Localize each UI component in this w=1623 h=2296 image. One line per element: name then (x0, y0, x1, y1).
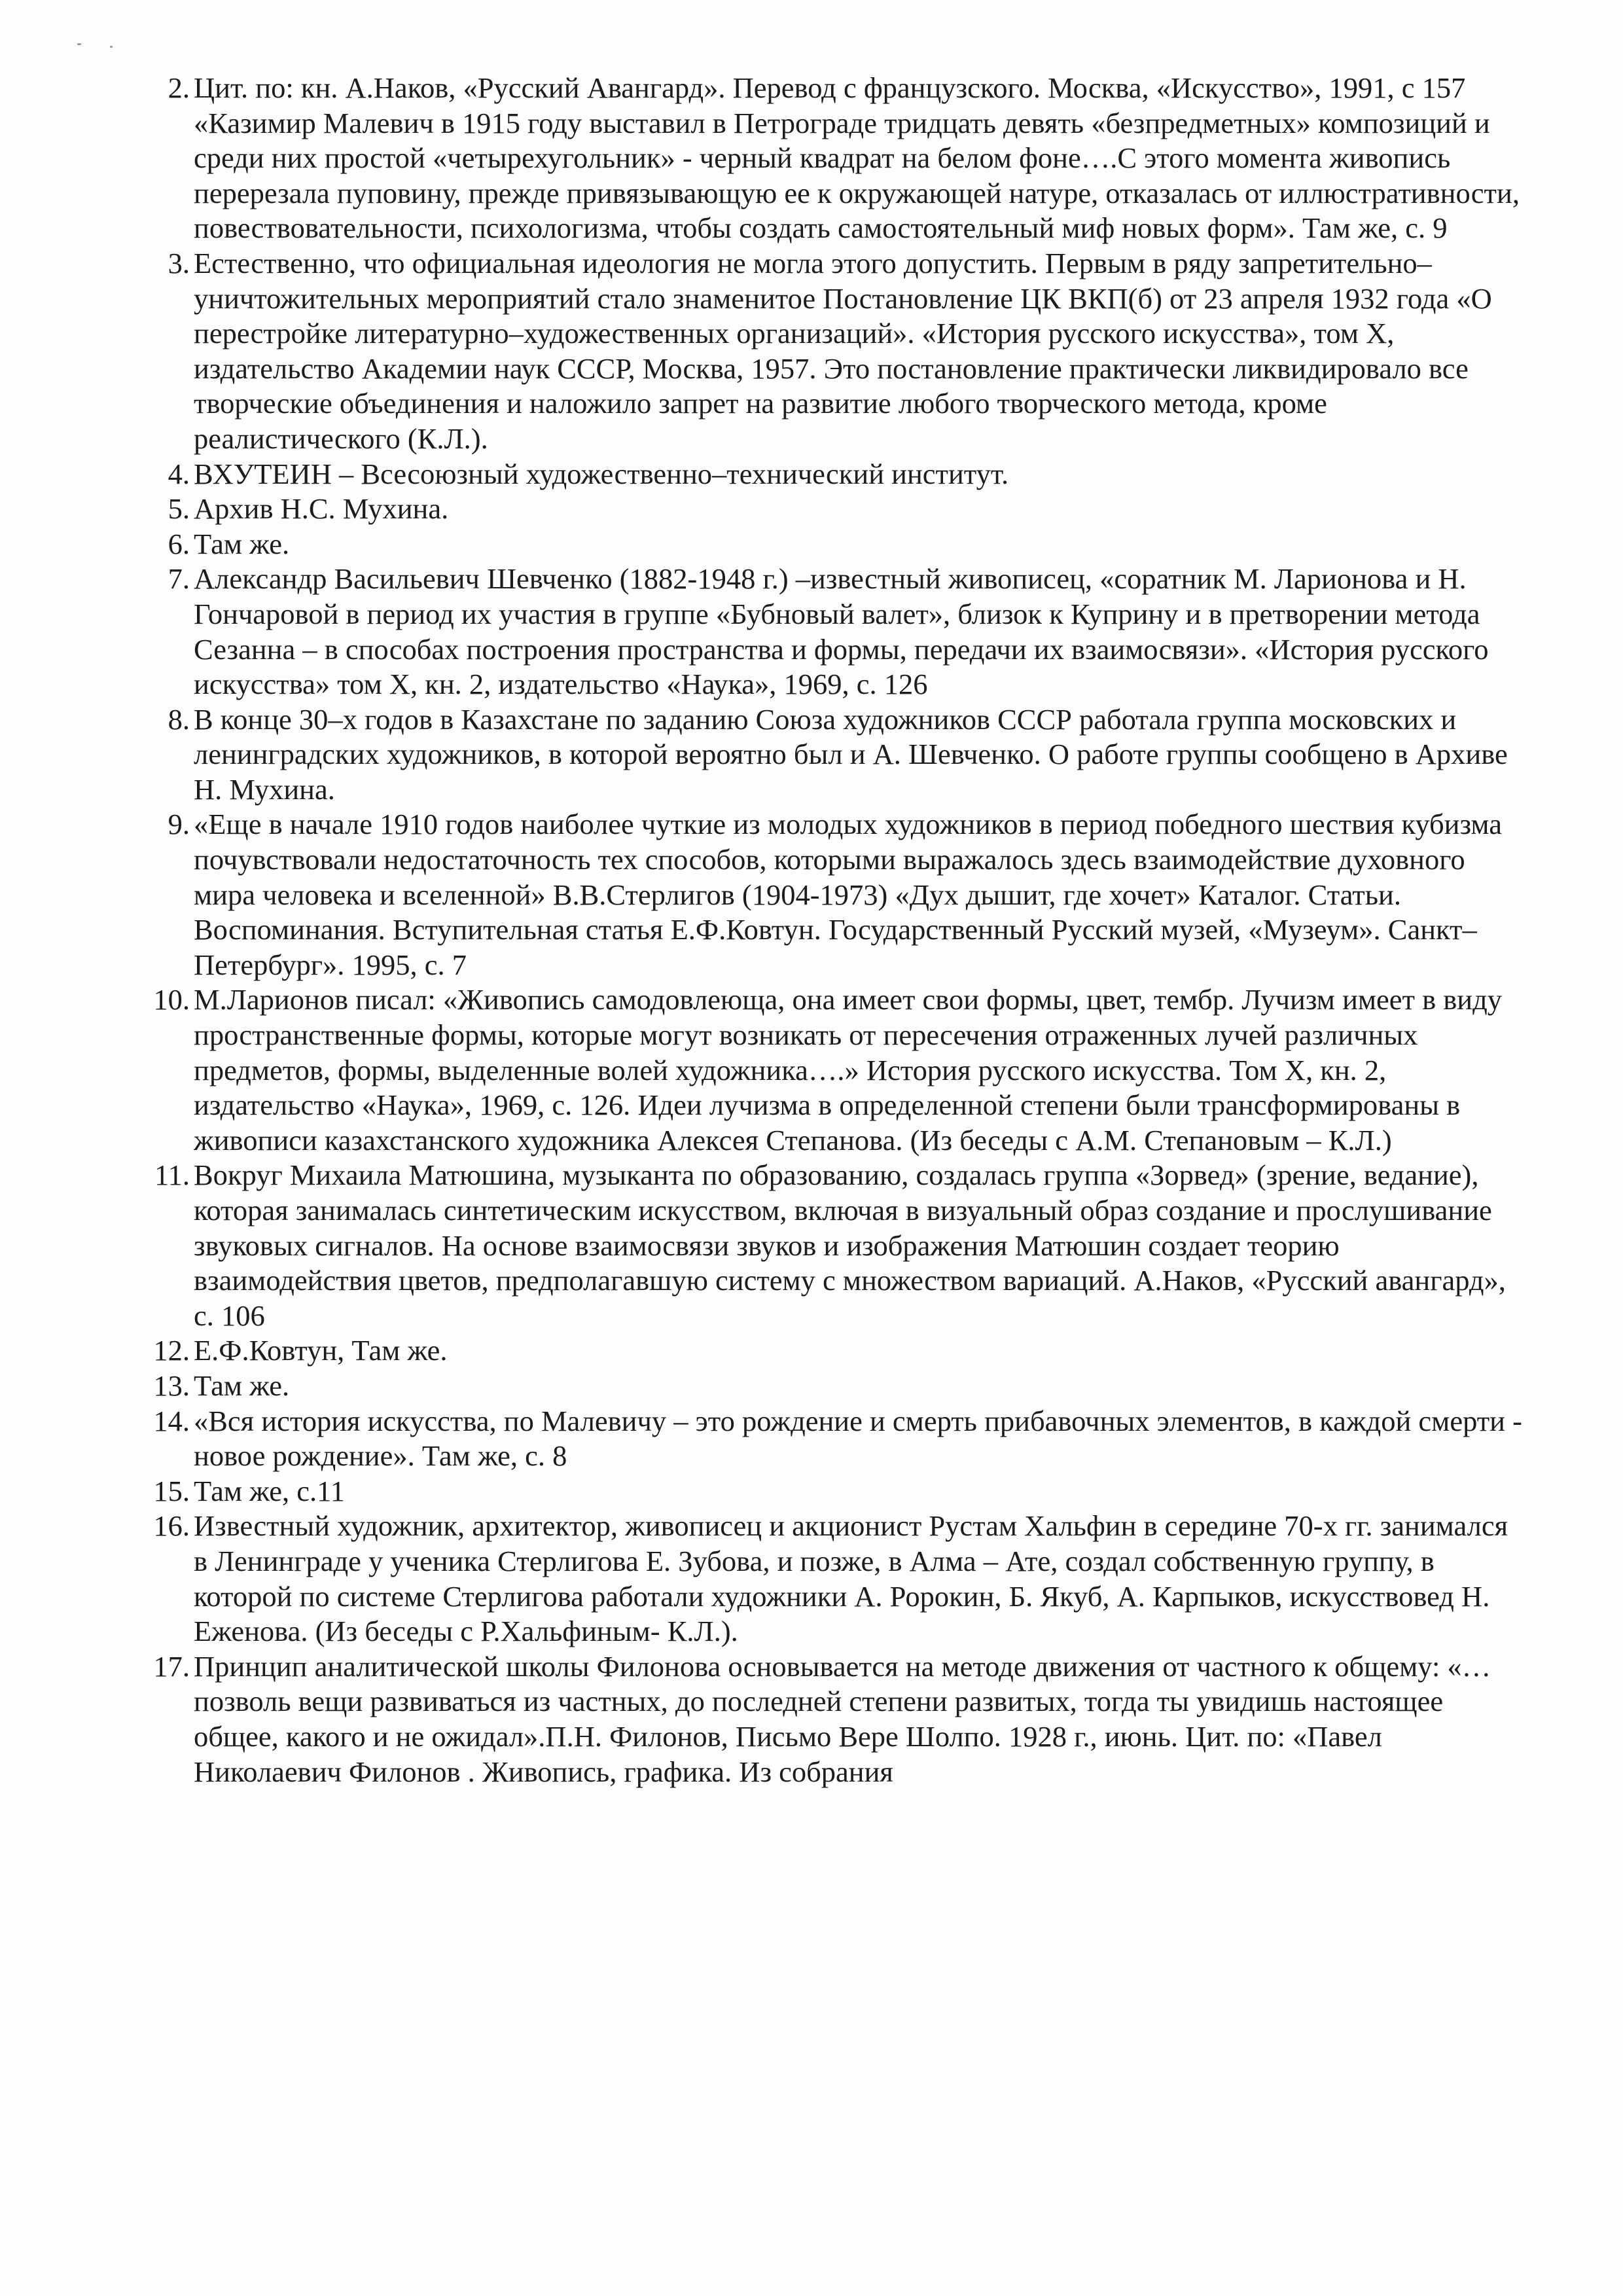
footnote-text: Е.Ф.Ковтун, Там же. (194, 1334, 448, 1367)
footnote-text: «Еще в начале 1910 годов наиболее чуткие из молодых художников в период победного шествия кубизма почувствовали недостаточность тех способов, которыми выражалось здесь взаимодействие духовного мира человека и вселенной» В.В.Стерлигов (1904-1973) «Дух дышит, где хочет» Каталог. Статьи. Воспоминания. Вступительная статья Е.Ф.Ковтун. Государственный Русский музей, «Музеум». Санкт–Петербург». 1995, с. 7 (194, 808, 1503, 981)
footnotes-list (153, 71, 1525, 1789)
footnote-number: 5. (168, 492, 190, 526)
footnote-item (153, 1649, 1525, 1789)
footnote-text: ВХУТЕИН – Всесоюзный художественно–технический институт. (194, 457, 1009, 490)
footnote-number: 6. (168, 527, 190, 560)
footnote-text: Архив Н.С. Мухина. (194, 492, 449, 526)
footnote-item (153, 1474, 1525, 1509)
scan-speck (110, 46, 113, 48)
footnote-paragraph: «Казимир Малевич в 1915 году выставил в Петрограде тридцать девять «безпредметных» композиций и среди них простой «четырехугольник» - черный квадрат на белом фоне….С этого момента живопись перерезала пуповину, прежде привязывающую ее к окружающей натуре, отказалась от иллюстративности, повествовательности, психологизма, чтобы создать самостоятельный миф новых форм». Там же, с. 9 (194, 106, 1520, 245)
footnote-number: 17. (153, 1649, 190, 1683)
footnote-item (153, 1333, 1525, 1369)
footnote-text: Александр Васильевич Шевченко (1882-1948 г.) –известный живописец, «соратник М. Ларионова и Н. Гончаровой в период их участия в группе «Бубновый валет», близок к Куприну и в претворении метода Сезанна – в способах построения пространства и формы, передачи их взаимосвязи». «История русского искусства» том Х, кн. 2, издательство «Наука», 1969, с. 126 (194, 562, 1489, 701)
footnote-text: Там же. (194, 1369, 290, 1402)
footnote-item (157, 246, 1525, 457)
footnote-item (153, 1369, 1525, 1404)
footnote-item (153, 1509, 1525, 1649)
footnote-number: 15. (153, 1474, 190, 1507)
footnote-item (157, 71, 1525, 246)
footnote-item (157, 562, 1525, 702)
footnote-text (194, 71, 1525, 246)
footnote-text: Известный художник, архитектор, живописец и акционист Рустам Хальфин в середине 70-х гг. занимался в Ленинграде у ученика Стерлигова Е. Зубова, и позже, в Алма – Ате, создал собственную группу, в которой по системе Стерлигова работали художники А. Ророкин, Б. Якуб, А. Карпыков, искусствовед Н. Еженова. (Из беседы с Р.Хальфиным- К.Л.). (194, 1509, 1508, 1648)
footnote-item (157, 527, 1525, 562)
footnote-number: 9. (168, 808, 190, 841)
footnote-number: 11. (154, 1158, 190, 1192)
footnote-item (157, 807, 1525, 982)
footnote-text: Вокруг Михаила Матюшина, музыканта по образованию, создалась группа «Зорвед» (зрение, ведание), которая занималась синтетическим искусством, включая в визуальный образ создание и прослушивание звуковых сигналов. На основе взаимосвязи звуков и изображения Матюшин создает теорию взаимодействия цветов, предполагавшую систему с множеством вариаций. А.Наков, «Русский авангард», с. 106 (194, 1158, 1506, 1332)
footnote-text: Принцип аналитической школы Филонова основывается на методе движения от частного к общему: «… позволь вещи развиваться из частных, до последней степени развитых, тогда ты увидишь настоящее общее, какого и не ожидал».П.Н. Филонов, Письмо Вере Шолпо. 1928 г., июнь. Цит. по: «Павел Николаевич Филонов . Живопись, графика. Из собрания (194, 1649, 1491, 1788)
footnote-text: М.Ларионов писал: «Живопись самодовлеюща, она имеет свои формы, цвет, тембр. Лучизм имеет в виду пространственные формы, которые могут возникать от пересечения отраженных лучей различных предметов, формы, выделенные волей художника….» История русского искусства. Том Х, кн. 2, издательство «Наука», 1969, с. 126. Идеи лучизма в определенной степени были трансформированы в живописи казахстанского художника Алексея Степанова. (Из беседы с А.М. Степановым – К.Л.) (194, 983, 1502, 1157)
footnote-item (154, 1158, 1525, 1333)
footnote-number: 8. (168, 702, 190, 736)
footnote-number: 7. (168, 562, 190, 596)
footnote-text: Там же, с.11 (194, 1474, 345, 1507)
footnote-number: 12. (153, 1334, 190, 1367)
footnote-item (153, 1404, 1525, 1474)
footnote-number: 4. (168, 457, 190, 490)
footnote-number: 10. (153, 983, 190, 1016)
scan-speck (77, 43, 81, 45)
footnote-text: «Вся история искусства, по Малевичу – это рождение и смерть прибавочных элементов, в каждой смерти - новое рождение». Там же, с. 8 (194, 1404, 1522, 1473)
footnote-number: 14. (153, 1404, 190, 1437)
footnote-item (157, 492, 1525, 527)
footnote-number: 13. (153, 1369, 190, 1402)
footnote-number: 3. (168, 246, 190, 279)
footnote-paragraph: Цит. по: кн. А.Наков, «Русский Авангард». Перевод с французского. Москва, «Искусство», 1991, с 157 (194, 71, 1466, 104)
footnote-number: 2. (168, 71, 190, 104)
footnote-item (157, 702, 1525, 808)
footnote-text: Естественно, что официальная идеология не могла этого допустить. Первым в ряду запретительно–уничтожительных мероприятий стало знаменитое Постановление ЦК ВКП(б) от 23 апреля 1932 года «О перестройке литературно–художественных организаций». «История русского искусства», том Х, издательство Академии наук СССР, Москва, 1957. Это постановление практически ликвидировало все творческие объединения и наложило запрет на развитие любого творческого метода, кроме реалистического (К.Л.). (194, 246, 1492, 455)
footnote-text: Там же. (194, 527, 290, 560)
footnote-item (153, 982, 1525, 1158)
footnote-text: В конце 30–х годов в Казахстане по заданию Союза художников СССР работала группа московских и ленинградских художников, в которой вероятно был и А. Шевченко. О работе группы сообщено в Архиве Н. Мухина. (194, 702, 1508, 806)
footnote-number: 16. (153, 1509, 190, 1543)
footnote-item (157, 457, 1525, 492)
